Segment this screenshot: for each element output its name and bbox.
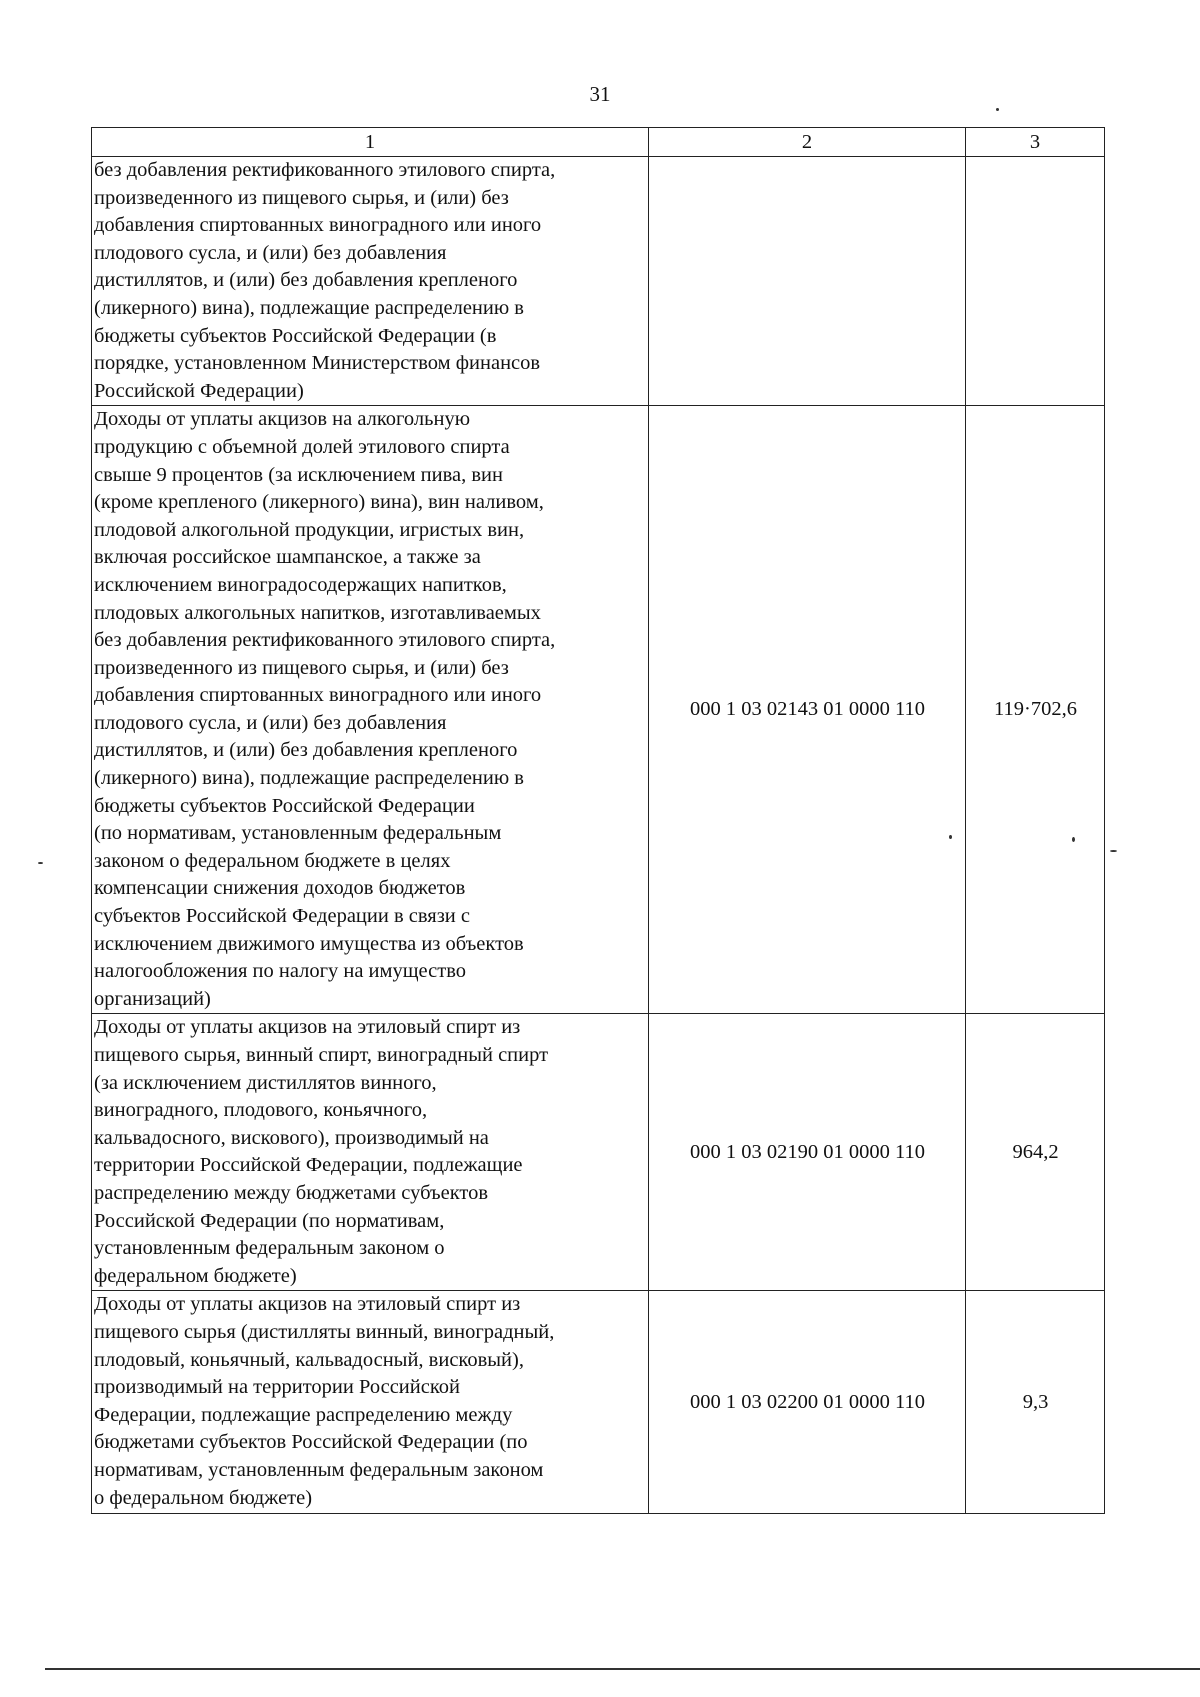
revenue-description bbox=[92, 406, 649, 1014]
budget-classification-code: 000 1 03 02143 01 0000 110 bbox=[649, 406, 966, 1014]
table-header-row bbox=[92, 128, 1105, 157]
amount-value: 9,3 bbox=[966, 1291, 1105, 1514]
description-line: налогообложения по налогу на имущество bbox=[94, 960, 466, 983]
description-line: кальвадосного, вискового), производимый на bbox=[94, 1126, 489, 1149]
description-line: произведенного из пищевого сырья, и (или) без bbox=[94, 656, 509, 679]
description-line: Доходы от уплаты акцизов на этиловый спирт из bbox=[94, 1016, 521, 1039]
description-line: продукцию с объемной долей этилового спирта bbox=[94, 435, 510, 458]
page-number: 31 bbox=[589, 82, 611, 106]
footer-rule bbox=[45, 1668, 1200, 1670]
description-line: исключением движимого имущества из объектов bbox=[94, 932, 524, 955]
description-line: федеральном бюджете) bbox=[94, 1264, 297, 1287]
column-header-2: 2 bbox=[649, 128, 966, 157]
description-line: включая российское шампанское, а также за bbox=[94, 546, 481, 569]
description-line: территории Российской Федерации, подлежащие bbox=[94, 1154, 523, 1177]
description-line: виноградного, плодового, коньячного, bbox=[94, 1099, 428, 1122]
budget-classification-code: 000 1 03 02190 01 0000 110 bbox=[649, 1014, 966, 1291]
description-line: добавления спиртованных виноградного или иного bbox=[94, 214, 542, 237]
description-line: производимый на территории Российской bbox=[94, 1376, 460, 1399]
amount-value bbox=[966, 157, 1105, 406]
table-row bbox=[92, 406, 1105, 1014]
description-line: бюджетами субъектов Российской Федерации (по bbox=[94, 1431, 528, 1454]
budget-classification-code: 000 1 03 02200 01 0000 110 bbox=[649, 1291, 966, 1514]
description-line: о федеральном бюджете) bbox=[94, 1486, 313, 1509]
scan-speck bbox=[949, 835, 952, 839]
revenue-description bbox=[92, 157, 649, 406]
description-line: Доходы от уплаты акцизов на этиловый спирт из bbox=[94, 1293, 521, 1316]
scan-speck bbox=[1072, 837, 1075, 842]
column-header-3: 3 bbox=[966, 128, 1105, 157]
amount-value: 964,2 bbox=[966, 1014, 1105, 1291]
description-line: плодовых алкогольных напитков, изготавливаемых bbox=[94, 601, 541, 624]
description-line: Российской Федерации (по нормативам, bbox=[94, 1209, 445, 1232]
revenue-table bbox=[91, 127, 1105, 1514]
table-row bbox=[92, 157, 1105, 406]
description-line: исключением виноградосодержащих напитков, bbox=[94, 573, 507, 596]
description-line: пищевого сырья (дистилляты винный, виноградный, bbox=[94, 1321, 555, 1343]
scan-speck bbox=[38, 862, 43, 864]
description-line: свыше 9 процентов (за исключением пива, вин bbox=[94, 463, 503, 486]
description-line: плодового сусла, и (или) без добавления bbox=[94, 241, 447, 264]
description-line: плодовой алкогольной продукции, игристых вин, bbox=[94, 518, 525, 541]
description-line: без добавления ректификованного этилового спирта, bbox=[94, 629, 556, 652]
description-line: организаций) bbox=[94, 987, 211, 1010]
description-line: дистиллятов, и (или) без добавления крепленого bbox=[94, 739, 518, 762]
description-line: Федерации, подлежащие распределению между bbox=[94, 1403, 513, 1426]
description-line: пищевого сырья, винный спирт, виноградный спирт bbox=[94, 1044, 549, 1066]
description-line: законом о федеральном бюджете в целях bbox=[94, 849, 451, 872]
table-row bbox=[92, 1014, 1105, 1291]
description-line: бюджеты субъектов Российской Федерации (в bbox=[94, 324, 497, 347]
description-line: добавления спиртованных виноградного или иного bbox=[94, 684, 542, 707]
description-line: (по нормативам, установленным федеральным bbox=[94, 822, 502, 845]
description-line: (за исключением дистиллятов винного, bbox=[94, 1071, 437, 1094]
description-line: распределению между бюджетами субъектов bbox=[94, 1181, 489, 1204]
description-line: бюджеты субъектов Российской Федерации bbox=[94, 794, 475, 817]
description-line: порядке, установленном Министерством финансов bbox=[94, 352, 541, 375]
description-line: компенсации снижения доходов бюджетов bbox=[94, 877, 466, 900]
description-line: плодового сусла, и (или) без добавления bbox=[94, 711, 447, 734]
description-line: (кроме крепленого (ликерного) вина), вин наливом, bbox=[94, 491, 544, 514]
description-line: (ликерного) вина), подлежащие распределению в bbox=[94, 767, 524, 790]
description-line: без добавления ректификованного этилового спирта, bbox=[94, 159, 556, 181]
description-line: установленным федеральным законом о bbox=[94, 1237, 445, 1260]
column-header-1: 1 bbox=[92, 128, 649, 157]
revenue-description bbox=[92, 1014, 649, 1291]
scan-speck bbox=[996, 108, 999, 111]
description-line: Доходы от уплаты акцизов на алкогольную bbox=[94, 408, 471, 431]
description-line: произведенного из пищевого сырья, и (или) без bbox=[94, 186, 509, 209]
description-line: плодовый, коньячный, кальвадосный, висковый), bbox=[94, 1348, 524, 1371]
table-row bbox=[92, 1291, 1105, 1514]
budget-classification-code bbox=[649, 157, 966, 406]
description-line: (ликерного) вина), подлежащие распределению в bbox=[94, 296, 524, 319]
revenue-description bbox=[92, 1291, 649, 1514]
scan-speck bbox=[1110, 850, 1117, 852]
description-line: Российской Федерации) bbox=[94, 379, 304, 402]
description-line: нормативам, установленным федеральным законом bbox=[94, 1458, 544, 1481]
description-line: дистиллятов, и (или) без добавления крепленого bbox=[94, 269, 518, 292]
amount-value: 119·702,6 bbox=[966, 406, 1105, 1014]
description-line: субъектов Российской Федерации в связи с bbox=[94, 905, 470, 928]
